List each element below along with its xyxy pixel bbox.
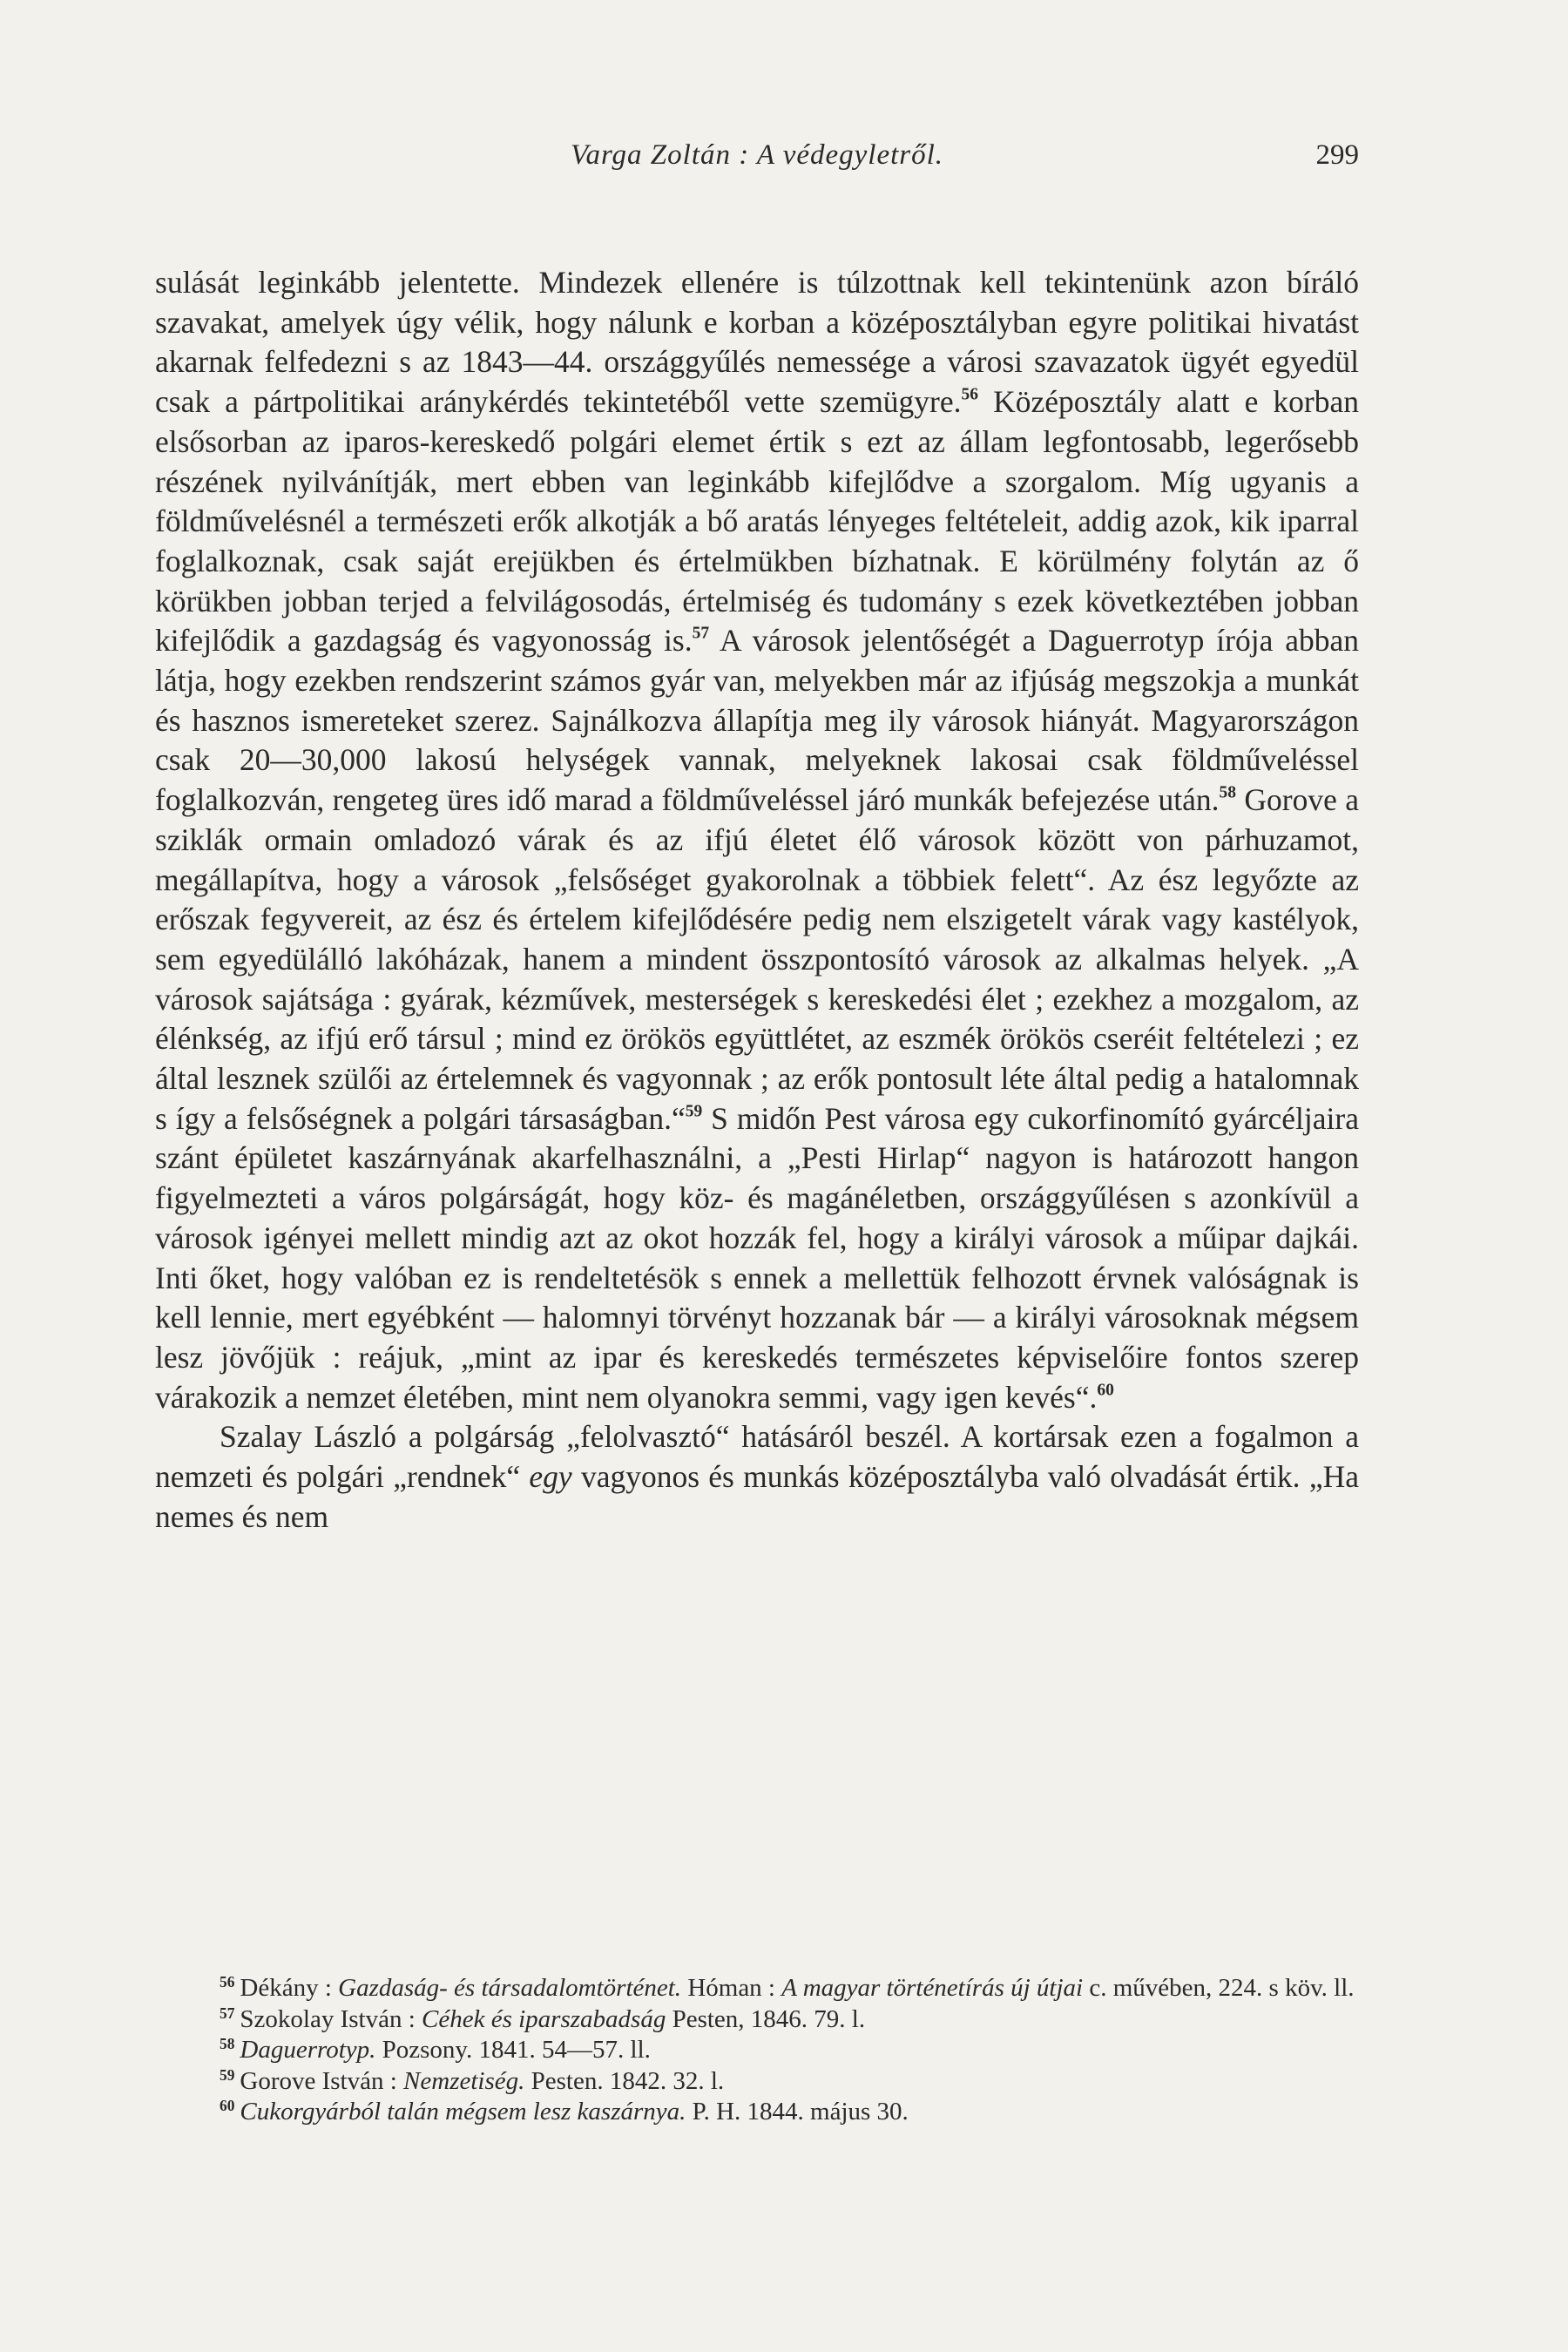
footnotes xyxy=(155,1973,1359,2128)
text-segment: vagyonos és munkás középosztályba való olvadását értik. „Ha nemes és nem xyxy=(155,1459,1359,1534)
text-segment: S midőn Pest városa egy cukorfinomító gyárcéljaira szánt épületet kaszárnyának akarfelhasználni, a „Pesti Hirlap“ nagyon is határozott hangon figyelmezteti a város polgárságát, hogy köz- és magánéletben, országgyűlésen s azonkívül a városok igényei mellett mindig azt az okot hozzák fel, hogy a királyi városok a műipar dajkái. Inti őket, hogy valóban ez is rendeltetésök s ennek a mellettük felhozott érvnek valóságnak is kell lennie, mert egyébként — halomnyi törvényt hozzanak bár — a királyi városoknak mégsem lesz jövőjük : reájuk, „mint az ipar és kereskedés természetes képviselőire fontos szerep várakozik a nemzet életében, mint nem olyanokra semmi, vagy igen kevés“. xyxy=(155,1100,1359,1415)
footnote-58 xyxy=(155,2035,1359,2066)
footnote-citation: c. művében, 224. s köv. ll. xyxy=(1083,1974,1355,2002)
footnote-citation: Pozsony. 1841. 54—57. ll. xyxy=(375,2036,651,2064)
footnote-title: A magyar történetírás új útjai xyxy=(781,1974,1084,2002)
page-header xyxy=(155,139,1359,183)
footnote-citation: Pesten, 1846. 79. l. xyxy=(666,2004,866,2033)
body-text xyxy=(155,263,1359,1538)
footnote-ref-56: 56 xyxy=(961,385,979,404)
text-segment: Gorove a sziklák ormain omladozó várak és az ifjú életet élő városok között von párhuzamot, megállapítva, hogy a városok „felsőséget gyakorolnak a többiek felett“. Az ész legyőzte az erőszak fegyvereit, az ész és értelem kifejlődésére pedig nem elszigetelt várak vagy kastélyok, sem egyedülálló lakóházak, hanem a mindent összpontosító városok az alkalmas helyek. „A városok sajátsága : gyárak, kézművek, mesterségek s kereskedési élet ; ezekhez a mozgalom, az élénkség, az ifjú erő társul ; mind ez örökös együttlétet, az eszmék örökös cseréit feltételezi ; ez által lesznek szülői az értelemnek és vagyonnak ; az erők pontosult léte által pedig a hatalomnak s így a felsőségnek a polgári társaságban.“ xyxy=(155,782,1359,1136)
footnote-title: Nemzetiség. xyxy=(403,2066,525,2095)
footnote-number: 56 xyxy=(220,1973,235,1991)
footnote-title: Gazdaság- és társadalomtörténet. xyxy=(338,1974,682,2002)
footnote-ref-57: 57 xyxy=(692,624,710,643)
footnote-title: Céhek és iparszabadság xyxy=(422,2004,666,2033)
footnote-number: 60 xyxy=(220,2097,235,2115)
footnote-citation: P. H. 1844. május 30. xyxy=(686,2098,909,2126)
footnote-number: 58 xyxy=(220,2035,235,2053)
text-segment: sulását leginkább jelentette. Mindezek ellenére is túlzottnak kell tekintenünk azon bíráló szavakat, amelyek úgy vélik, hogy nálunk e korban a középosztályban egyre politikai hivatást akarnak felfedezni s az 1843—44. országgyűlés nemessége a városi szavazatok ügyét egyedül csak a pártpolitikai aránykérdés tekintetéből vette szemügyre. xyxy=(155,265,1359,420)
footnote-number: 57 xyxy=(220,2004,235,2022)
emphasis: egy xyxy=(529,1459,572,1495)
footnote-citation: Pesten. 1842. 32. l. xyxy=(524,2066,725,2095)
footnote-title: Cukorgyárból talán mégsem lesz kaszárnya. xyxy=(240,2098,686,2126)
footnote-author: Dékány : xyxy=(240,1974,339,2002)
text-segment: Szalay László a polgárság „felolvasztó“ hatásáról beszél. A kortársak ezen a fogalmon a nemzeti és polgári „rendnek“ xyxy=(155,1419,1359,1495)
footnote-56 xyxy=(155,1973,1359,2004)
paragraph-2 xyxy=(155,1417,1359,1537)
footnote-59 xyxy=(155,2066,1359,2098)
footnote-title: Daguerrotyp. xyxy=(240,2036,376,2064)
footnote-ref-60: 60 xyxy=(1097,1381,1114,1400)
footnote-number: 59 xyxy=(220,2065,235,2084)
footnote-60 xyxy=(155,2097,1359,2128)
footnote-ref-58: 58 xyxy=(1219,783,1236,802)
text-segment: Középosztály alatt e korban elsősorban az iparos-kereskedő polgári elemet értik s ezt az állam legfontosabb, legerősebb részének nyilvánítják, mert ebben van leginkább kifejlődve a szorgalom. Míg ugyanis a földművelésnél a természeti erők alkotják a bő aratás lényeges feltételeit, addig azok, kik iparral foglalkoznak, csak saját erejükben és értelmükben bízhatnak. E körülmény folytán az ő körükben jobban terjed a felvilágosodás, értelmiség és tudomány s ezek következtében jobban kifejlődik a gazdagság és vagyonosság is. xyxy=(155,384,1359,659)
paragraph-1 xyxy=(155,263,1359,1417)
footnote-author: Gorove István : xyxy=(240,2066,404,2095)
text-segment: A városok jelentőségét a Daguerrotyp írója abban látja, hogy ezekben rendszerint számos gyár van, melyekben már az ifjúság megszokja a munkát és hasznos ismereteket szerez. Sajnálkozva állapítja meg ily városok hiányát. Magyarországon csak 20—30,000 lakosú helységek vannak, melyeknek lakosai csak földműveléssel foglalkozván, rengeteg üres idő marad a földműveléssel járó munkák befejezése után. xyxy=(155,623,1359,818)
page-number: 299 xyxy=(1315,139,1359,171)
footnote-57 xyxy=(155,2004,1359,2036)
running-title: Varga Zoltán : A védegyletről. xyxy=(570,139,944,171)
footnote-author: Szokolay István : xyxy=(240,2004,422,2033)
footnote-ref-59: 59 xyxy=(685,1102,703,1121)
footnote-author: Hóman : xyxy=(681,1974,782,2002)
